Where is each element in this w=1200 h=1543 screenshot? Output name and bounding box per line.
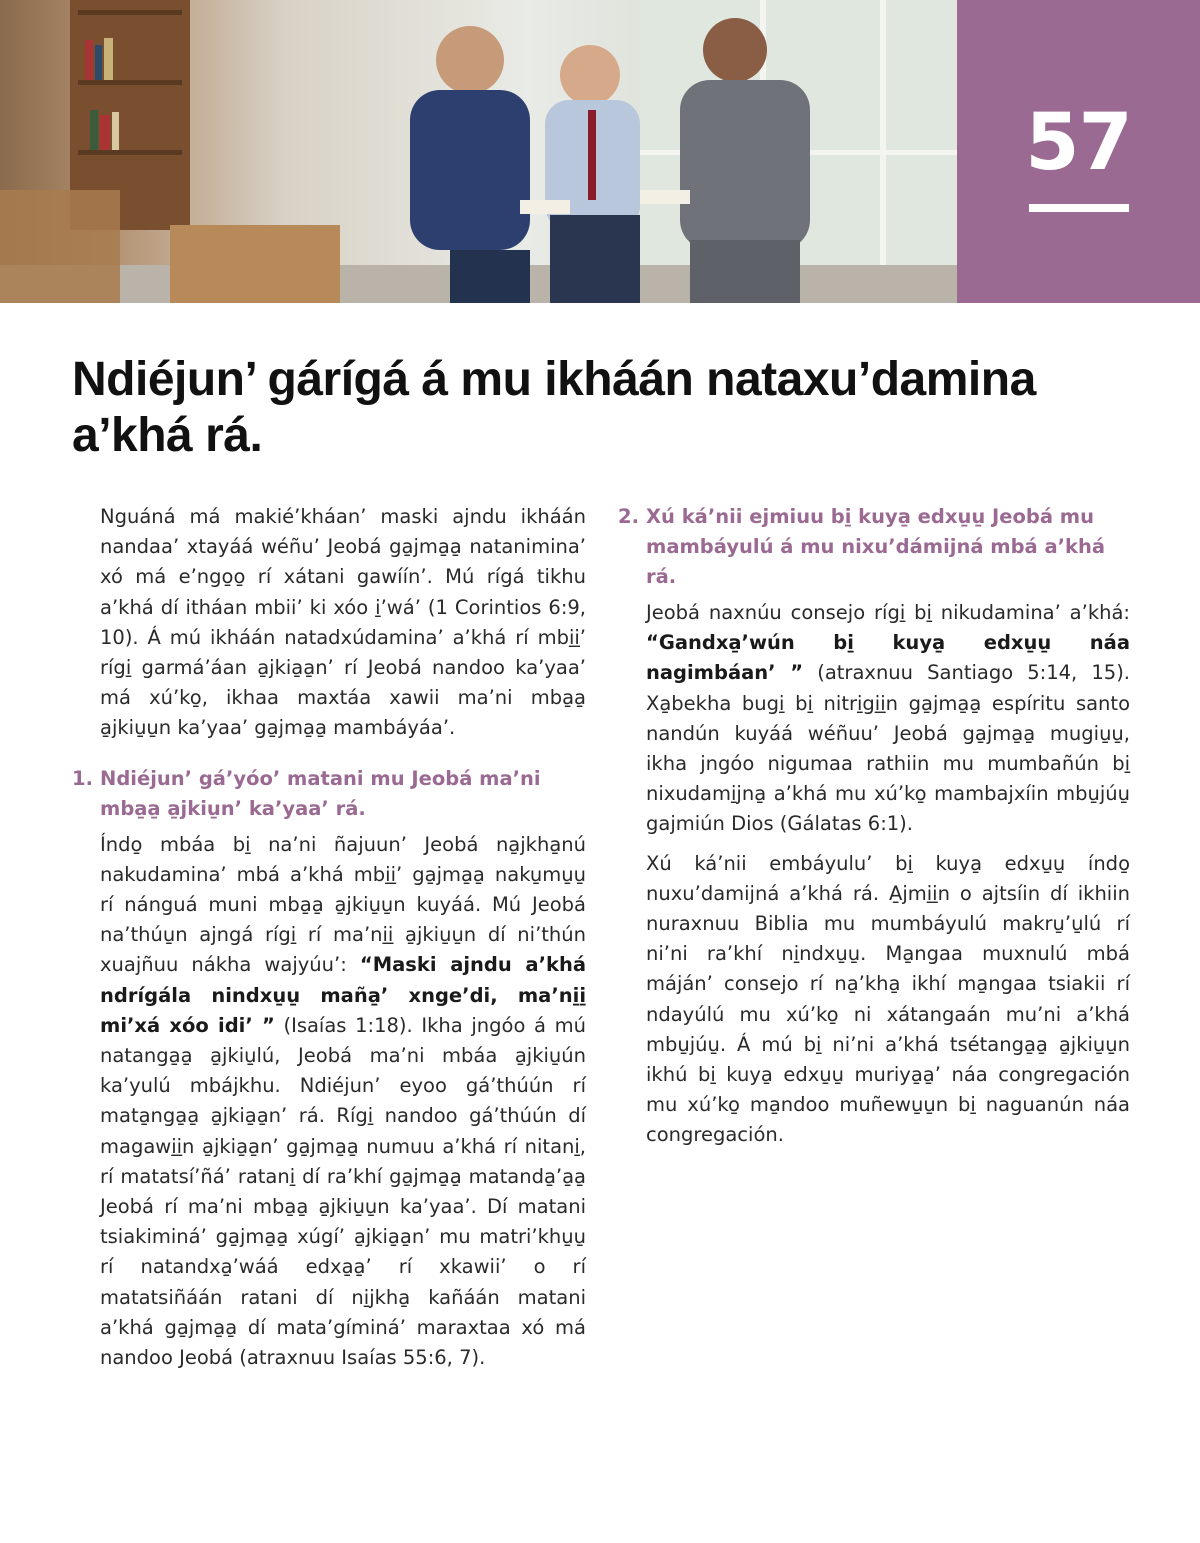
section-heading-text: Xú ká’nii ejmiuu bi̱ kuya̱ edxu̱u̱ Jeobá mu mambáyulú á mu nixu’dámijná mbá a’khá rá. — [646, 505, 1106, 588]
lesson-title: Ndiéjun’ gárígá á mu ikháán nataxu’damina a’khá rá. — [72, 353, 1036, 462]
person-left — [436, 26, 504, 94]
intro-paragraph: Nguáná má makié’kháan’ maski ajndu ikháán nandaa’ xtayáá wéñu’ Jeobá ga̱jma̱a̱ natanimina’ xó má e’ngo̱o̱ rí xátani gawíín’. Mú rígá tikhu a’khá dí itháan mbii’ ki xóo i̱’wá’ (1 Corintios 6:9, 10). Á mú ikháán natadxúdamina’ a’khá rí mbi̱i̱’ rígi̱ garmá’áan a̱jkia̱a̱n’ rí Jeobá nandoo ka’yaa’ má xú’ko̱, ikhaa maxtáa xawii ma’ni mba̱a̱ a̱jkiu̱u̱n ka’yaa’ ga̱jma̱a̱ mambáyáa’. — [100, 505, 586, 740]
section-heading-2 — [618, 502, 1130, 592]
section-number: 2. — [618, 505, 639, 528]
person-center — [560, 45, 620, 105]
lesson-number-badge — [957, 0, 1200, 303]
section-1-paragraph — [100, 830, 586, 1374]
right-column — [618, 502, 1130, 1160]
paragraph-text: (Isaías 1:18). Ikha jngóo á mú natanga̱a̱ a̱jkiu̱lú, Jeobá ma’ni mbáa a̱jkiu̱ún ka’yulú mbájkhu. Ndiéjun’ eyoo gá’thúún rí mata̱nga̱a̱ a̱jkia̱a̱n’ rá. Rígi̱ nandoo gá’thúún dí magawi̱i̱n a̱jkia̱a̱n’ ga̱jma̱a̱ numuu a’khá rí nitani̱, rí matatsí’ñá’ ratani̱ dí ra’khí ga̱jma̱a̱ matanda̱’a̱a̱ Jeobá rí ma’ni mba̱a̱ a̱jkiu̱u̱n ka’yaa’. Dí matani tsiakiminá’ ga̱jma̱a̱ xúgí’ a̱jkia̱a̱n’ mu matri’khu̱u̱ rí natandxa̱’wáá edxa̱a̱’ rí xkawii’ o rí matatsiñáán ratani dí ni̱jkha̱ kañáán matani a’khá ga̱jma̱a̱ dí mata’gíminá’ maraxtaa xó má nandoo Jeobá (atraxnuu Isaías 55:6, 7). — [100, 1013, 586, 1370]
section-number: 1. — [72, 766, 93, 790]
left-column — [72, 502, 586, 1382]
scripture-quote: “Maski ajndu a’khá ndrígála nindxu̱u̱ maña̱’ xnge’di, ma’ni̱i̱ mi’xá xóo idi’ ” — [100, 953, 587, 1037]
paragraph-text: (atraxnuu Santiago 5:14, 15). Xa̱bekha bugi̱ bi̱ nitri̱gi̱i̱n ga̱jma̱a̱ espíritu santo nandún kuyáá wéñuu’ Jeobá ga̱jma̱a̱ mugiu̱u̱, ikha jngóo nigumaa rathiin mu mumbañún bi̱ nixudami̱jna̱ a’khá mu xú’ko̱ mambajxíin mbu̱júu̱ gajmiún Dios (Gálatas 6:1). — [646, 661, 1130, 836]
hero-photo-illustration — [0, 0, 957, 303]
paragraph-text: Jeobá naxnúu consejo rígi̱ bi̱ nikudamina’ a’khá: — [646, 601, 1130, 624]
paragraph-text: Índo̱ mbáa bi̱ na’ni ñajuun’ Jeobá na̱jkha̱nú nakudamina’ mbá a’khá mbi̱i̱’ ga̱jma̱a̱ naku̱mu̱u̱ rí nánguá muni mba̱a̱ a̱jkiu̱u̱n kuyáá. Mú Jeobá na’thúu̱n ajngá rígi̱ rí ma’ni̱i̱ a̱jkiu̱u̱n dí ni’thún xuajñuu nákha wajyúu’: — [100, 832, 586, 977]
hero-photo — [0, 0, 957, 303]
section-heading-1 — [72, 764, 586, 824]
open-book — [520, 200, 570, 214]
scripture-quote: “Gandxa̱’wún bi̱ kuya̱ edxu̱u̱ náa nagimbáan’ ” — [646, 631, 1130, 685]
section-heading-text: Ndiéjun’ gá’yóo’ matani mu Jeobá ma’ni mba̱a̱ a̱jkiu̱n’ ka’yaa’ rá. — [100, 766, 541, 820]
section-2-paragraph-1 — [646, 598, 1130, 840]
section-2-paragraph-2: Xú ká’nii embáyulu’ bi̱ kuya̱ edxu̱u̱ índo̱ nuxu’damijná a’khá rá. A̱jmi̱i̱n o ajtsíin dí ikhiin nuraxnuu Biblia mu mumbáyulú makru̱’u̱lú rí ni’ni ra’khí ni̱ndxu̱u̱. Ma̱ngaa muxnulú mbá máján’ consejo rí na̱’kha̱ ikhí ma̱ngaa tsiakii rí ndayúlú mu xú’ko̱ ni xátangaán mu’ni a’khá mbu̱júu̱. Á mú bi̱ ni’ni a’khá tsétanga̱a̱ a̱jkiu̱u̱n ikhú bi̱ kuya̱ edxu̱u̱ muriya̱a̱’ náa congregación mu xú’ko̱ ma̱ndoo muñewu̱u̱n bi̱ naguanún náa congregación. — [646, 851, 1130, 1147]
chair — [0, 190, 120, 303]
person-right — [703, 18, 767, 82]
open-book — [640, 190, 690, 204]
badge-underline — [1029, 204, 1129, 212]
chair — [170, 225, 340, 303]
lesson-number: 57 — [1025, 98, 1132, 188]
